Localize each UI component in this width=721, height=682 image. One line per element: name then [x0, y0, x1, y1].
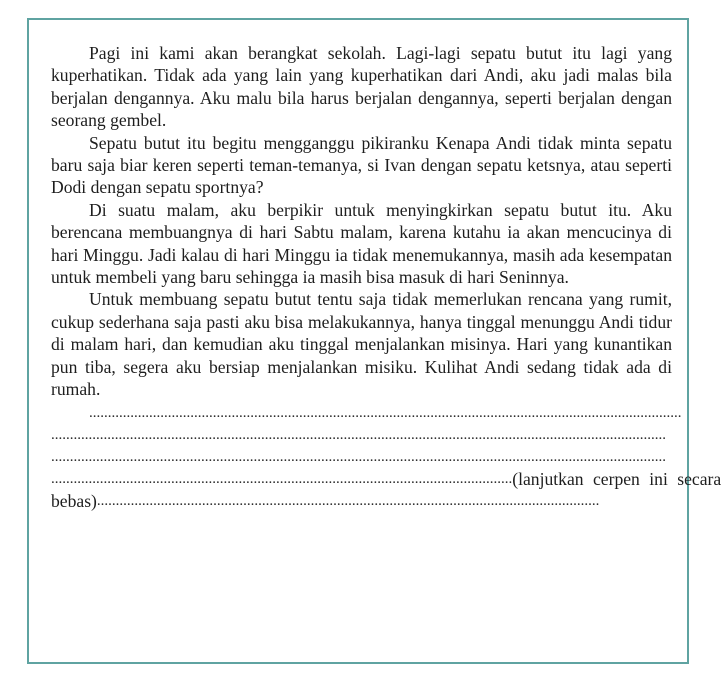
answer-dotted-line-3: .................................................................................................................................................................... — [51, 449, 666, 466]
dotted-leader-end: ...................................................................................................................................... — [96, 493, 600, 510]
paragraph-4: Untuk membuang sepatu butut tentu saja tidak memerlukan rencana yang rumit, cukup sederhana saja pasti aku bisa melakukannya, hanya tinggal menunggu Andi tidur di malam hari, dan kemudian aku tinggal menjalankan misinya. Hari yang kunantikan pun tiba, segera aku bersiap menjalankan misiku. Kulihat Andi sedang tidak ada di rumah. — [51, 289, 672, 400]
answer-dotted-line-1: .............................................................................................................................................................. — [89, 404, 682, 421]
answer-dotted-line-4 — [51, 468, 721, 490]
story-text — [51, 42, 721, 512]
paragraph-3: Di suatu malam, aku berpikir untuk menyingkirkan sepatu butut itu. Aku berencana membuangnya di hari Sabtu malam, karena kutahu ia akan mencucinya di hari Minggu. Jadi kalau di hari Minggu ia tidak menemukannya, masih ada kesempatan untuk membeli yang baru sehingga ia masih bisa masuk di hari Seninnya. — [51, 199, 672, 288]
continuation-instruction: (lanjutkan cerpen ini secara — [512, 468, 721, 489]
paragraph-2: Sepatu butut itu begitu mengganggu pikiranku Kenapa Andi tidak minta sepatu baru saja biar keren seperti teman-temanya, si Ivan dengan sepatu ketsnya, atau seperti Dodi dengan sepatu sportnya? — [51, 132, 672, 198]
answer-dotted-line-2: .................................................................................................................................................................... — [51, 426, 666, 443]
continuation-end: bebas) — [51, 491, 97, 512]
dotted-leader: ........................................................................................................................... — [51, 470, 513, 487]
text-frame — [27, 18, 721, 664]
paragraph-1: Pagi ini kami akan berangkat sekolah. Lagi-lagi sepatu butut itu lagi yang kuperhatikan. Tidak ada yang lain yang kuperhatikan dari Andi, aku jadi malas bila berjalan dengannya. Aku malu bila harus berjalan dengannya, seperti berjalan dengan seorang gembel. — [51, 43, 672, 131]
answer-dotted-line-5 — [51, 490, 611, 512]
